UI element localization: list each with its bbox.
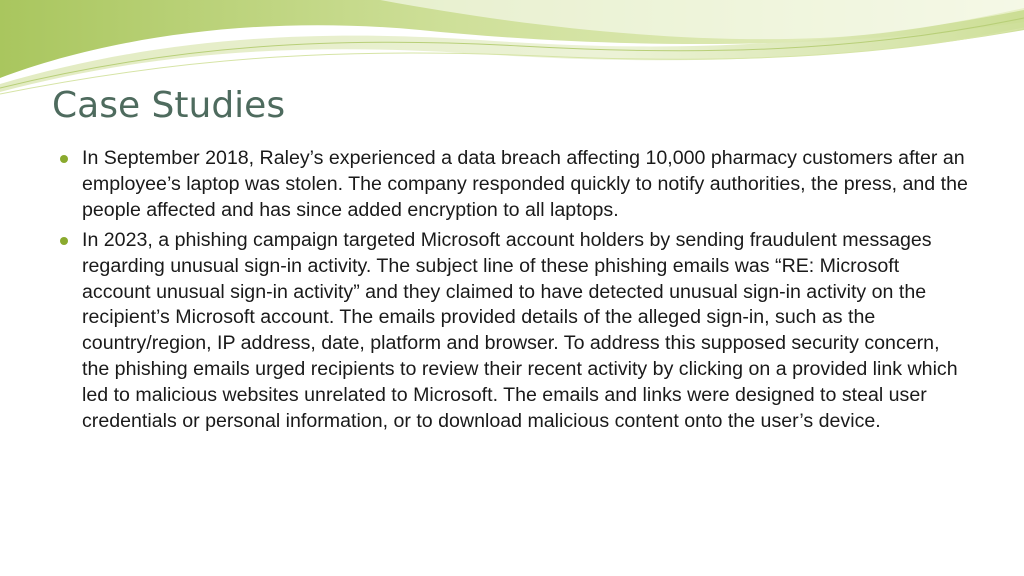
bullet-item-microsoft-phishing — [58, 228, 970, 435]
bullet-text: In 2023, a phishing campaign targeted Microsoft account holders by sending fraudulent messages regarding unusual sign-in activity. The subject line of these phishing emails was “RE: Microsoft account unusual sign-in activity” and they claimed to have detected unusual sign-in activity on the recipient’s Microsoft account. The emails provided details of the alleged sign-in, such as the country/region, IP address, date, platform and browser. To address this supposed security concern, the phishing emails urged recipients to review their recent activity by clicking on a provided link which led to malicious websites unrelated to Microsoft. The emails and links were designed to steal user credentials or personal information, or to download malicious content onto the user’s device. — [82, 228, 958, 433]
bullet-dot-icon — [60, 155, 68, 163]
bullet-text: In September 2018, Raley’s experienced a data breach affecting 10,000 pharmacy customers after an employee’s laptop was stolen. The company responded quickly to notify authorities, the press, and the people affected and has since added encryption to all laptops. — [82, 147, 968, 221]
bullet-list — [58, 146, 970, 439]
bullet-item-raleys-breach — [58, 146, 970, 224]
slide-title: Case Studies — [52, 85, 286, 126]
bullet-dot-icon — [60, 237, 68, 245]
